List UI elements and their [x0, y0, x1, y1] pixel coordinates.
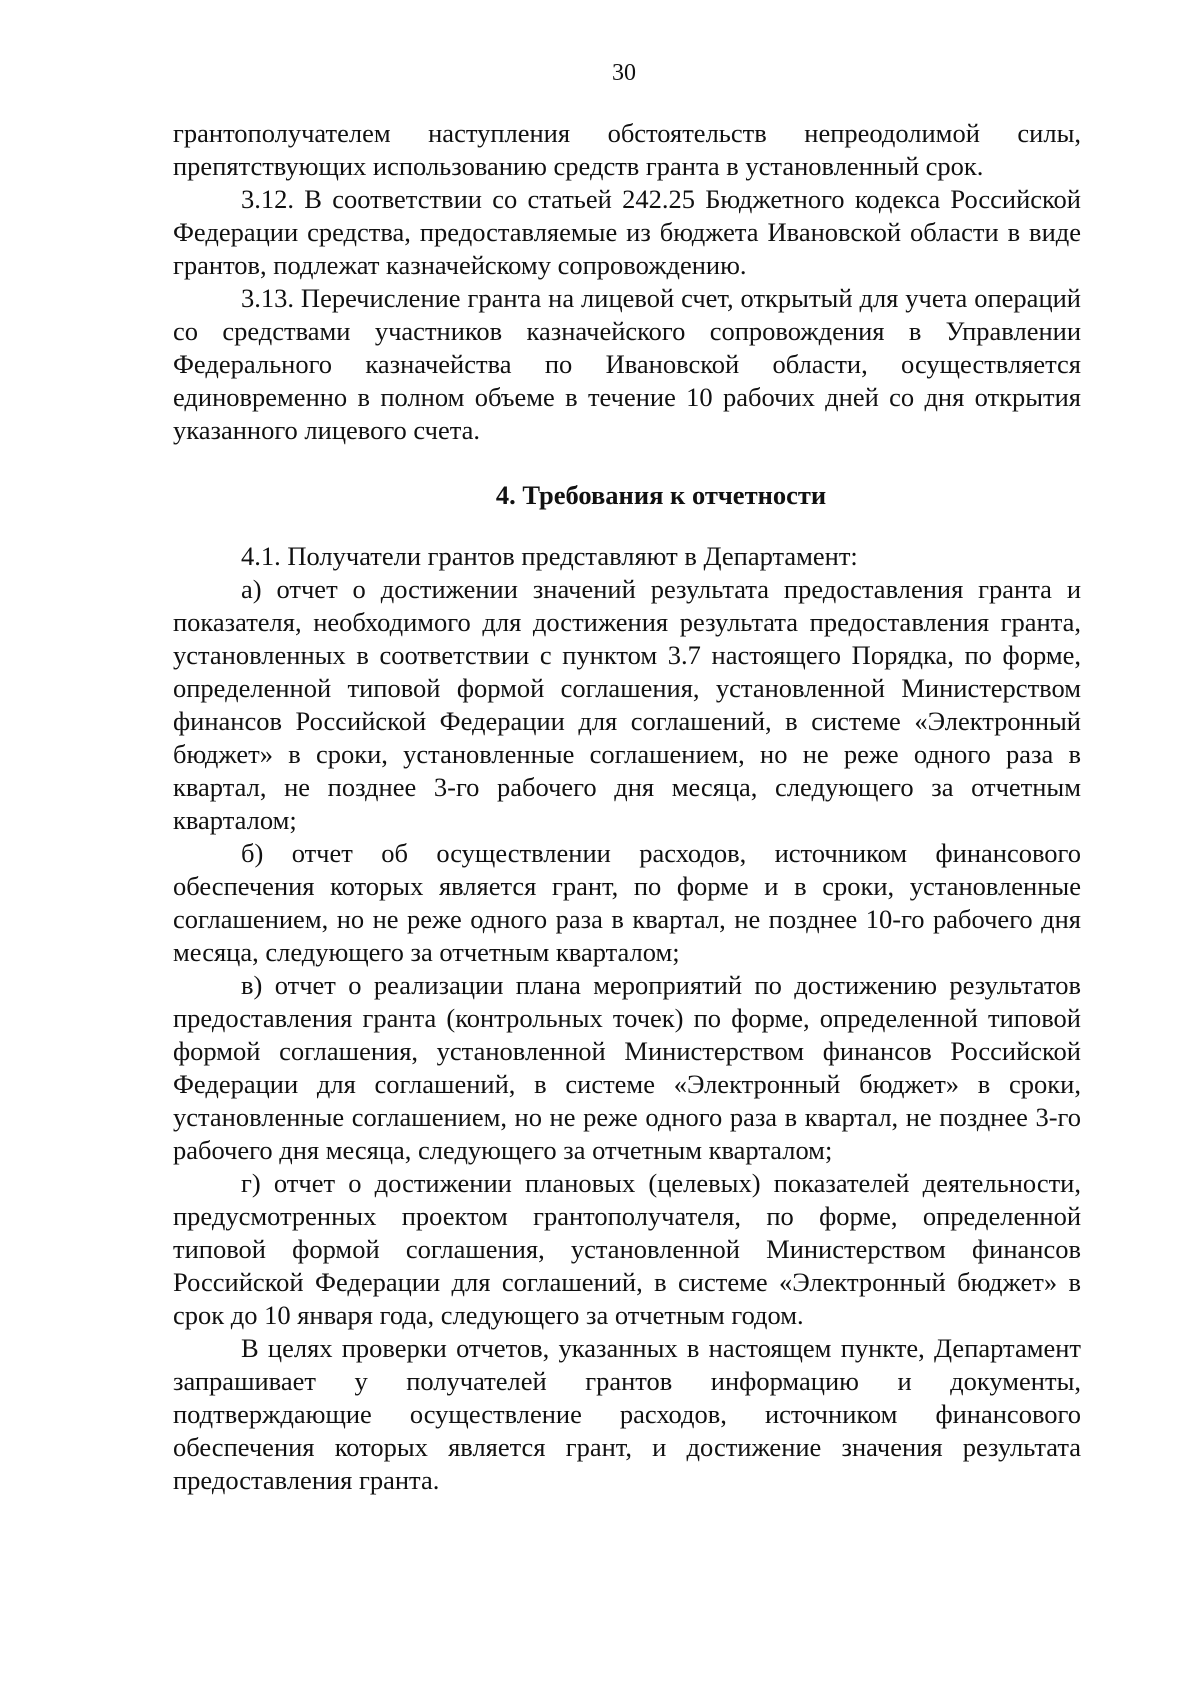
page-number: 30: [612, 60, 636, 86]
document-body: [173, 117, 1081, 1497]
paragraph-item-g: г) отчет о достижении плановых (целевых) показателей деятельности, предусмотренных проектом грантополучателя, по форме, определенной типовой формой соглашения, установленной Министерством финансов Российской Федерации для соглашений, в системе «Электронный бюджет» в срок до 10 января года, следующего за отчетным годом.: [173, 1168, 1081, 1330]
paragraph-verification: В целях проверки отчетов, указанных в настоящем пункте, Департамент запрашивает у получателей грантов информацию и документы, подтверждающие осуществление расходов, источником финансового обеспечения которых является грант, и достижение значения результата предоставления гранта.: [173, 1333, 1081, 1495]
spacer: [173, 512, 1081, 540]
paragraph-3-13: 3.13. Перечисление гранта на лицевой счет, открытый для учета операций со средствами участников казначейского сопровождения в Управлении Федерального казначейства по Ивановской области, осуществляется единовременно в полном объеме в течение 10 рабочих дней со дня открытия указанного лицевого счета.: [173, 283, 1081, 445]
paragraph-continuation: грантополучателем наступления обстоятельств непреодолимой силы, препятствующих использованию средств гранта в установленный срок.: [173, 118, 1081, 181]
paragraph-3-12: 3.12. В соответствии со статьей 242.25 Бюджетного кодекса Российской Федерации средства, предоставляемые из бюджета Ивановской области в виде грантов, подлежат казначейскому сопровождению.: [173, 184, 1081, 280]
paragraph-item-b: б) отчет об осуществлении расходов, источником финансового обеспечения которых является грант, по форме и в сроки, установленные соглашением, но не реже одного раза в квартал, не позднее 10-го рабочего дня месяца, следующего за отчетным кварталом;: [173, 838, 1081, 967]
spacer: [173, 447, 1081, 479]
paragraph-item-a: а) отчет о достижении значений результата предоставления гранта и показателя, необходимого для достижения результата предоставления гранта, установленных в соответствии с пунктом 3.7 настоящего Порядка, по форме, определенной типовой формой соглашения, установленной Министерством финансов Российской Федерации для соглашений, в системе «Электронный бюджет» в сроки, установленные соглашением, но не реже одного раза в квартал, не позднее 3-го рабочего дня месяца, следующего за отчетным кварталом;: [173, 574, 1081, 835]
paragraph-item-v: в) отчет о реализации плана мероприятий по достижению результатов предоставления гранта (контрольных точек) по форме, определенной типовой формой соглашения, установленной Министерством финансов Российской Федерации для соглашений, в системе «Электронный бюджет» в сроки, установленные соглашением, но не реже одного раза в квартал, не позднее 3-го рабочего дня месяца, следующего за отчетным кварталом;: [173, 970, 1081, 1165]
section-heading: 4. Требования к отчетности: [495, 480, 827, 510]
paragraph-4-1: 4.1. Получатели грантов представляют в Департамент:: [241, 541, 858, 571]
